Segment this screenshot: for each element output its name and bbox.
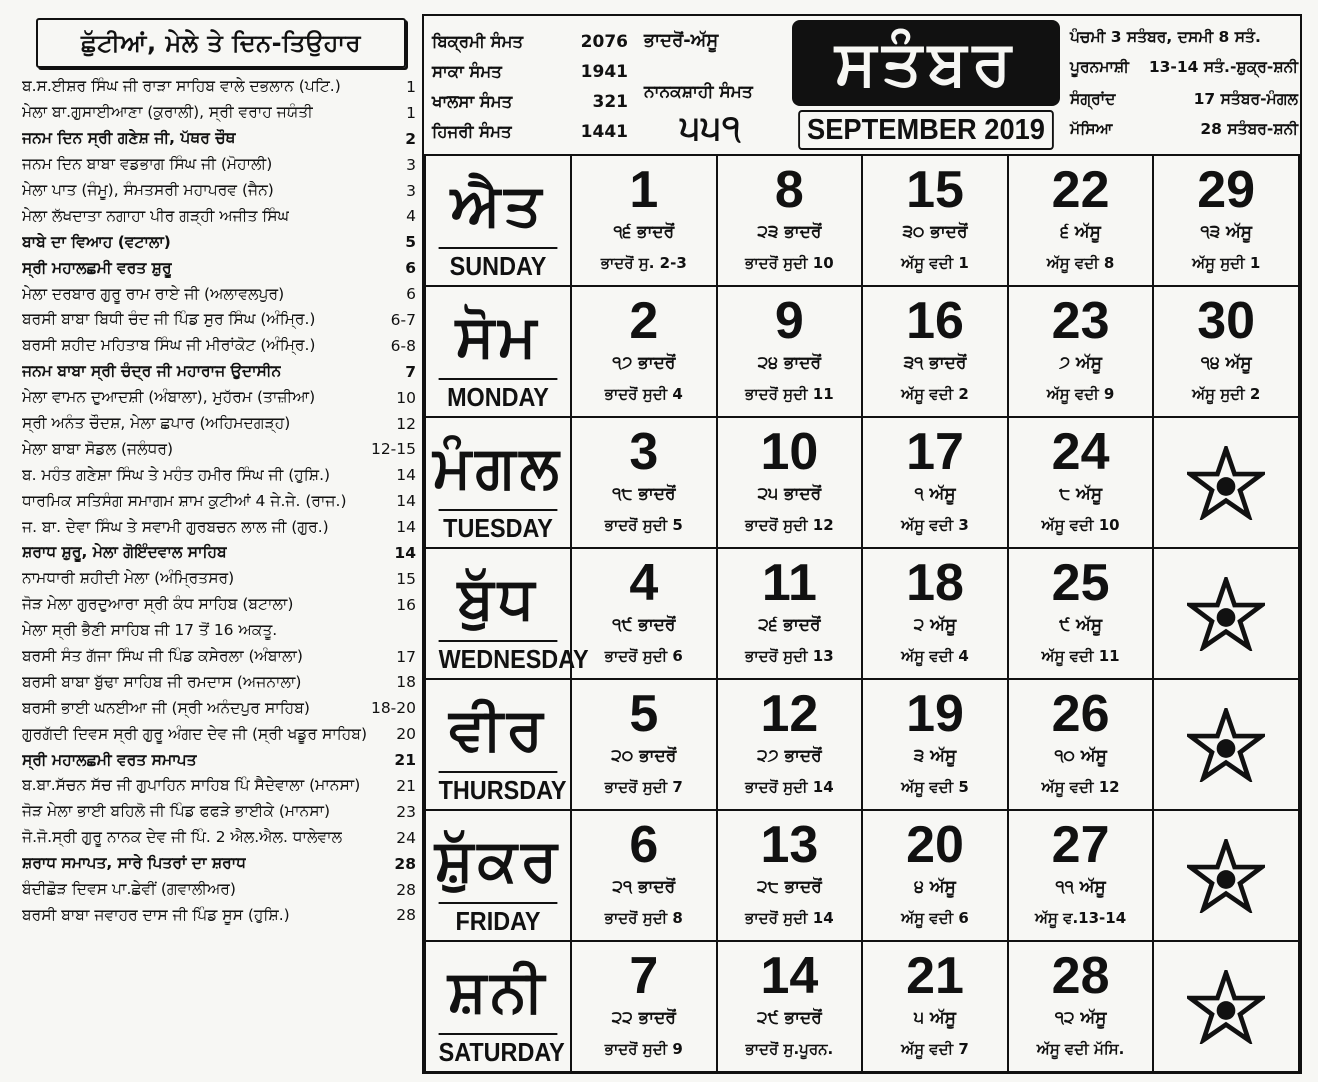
date-cell bbox=[862, 417, 1008, 548]
date-number: 9 bbox=[774, 292, 804, 350]
date-number: 16 bbox=[906, 292, 964, 350]
holiday-item bbox=[14, 488, 418, 514]
nanakshahi-date: ੧੧ ਅੱਸੂ bbox=[1055, 877, 1106, 897]
weekday-cell bbox=[425, 286, 571, 417]
date-cell bbox=[717, 679, 863, 810]
lunar-date: ਭਾਦਰੋਂ ਸੁਦੀ 8 bbox=[604, 909, 683, 927]
holiday-name: ਜੋੜ ਮੇਲਾ ਗੁਰਦੁਆਰਾ ਸ੍ਰੀ ਕੰਧ ਸਾਹਿਬ (ਬਟਾਲਾ) bbox=[22, 595, 294, 614]
week-row bbox=[425, 417, 1299, 548]
note-panchami bbox=[1070, 28, 1298, 47]
holiday-panel-title: ਛੁੱਟੀਆਂ, ਮੇਲੇ ਤੇ ਦਿਨ-ਤਿਉਹਾਰ bbox=[36, 18, 406, 68]
holiday-name: ਗੁਰਗੱਦੀ ਦਿਵਸ ਸ੍ਰੀ ਗੁਰੂ ਅੰਗਦ ਦੇਵ ਜੀ (ਸ੍ਰੀ ਖਡੂਰ ਸਾਹਿਬ) bbox=[22, 724, 368, 743]
holiday-item bbox=[14, 618, 418, 644]
holiday-name: ਬਾਬੇ ਦਾ ਵਿਆਹ (ਵਟਾਲਾ) bbox=[22, 232, 171, 251]
lunar-date: ਭਾਦਰੋਂ ਸੁਦੀ 13 bbox=[745, 647, 834, 665]
calendar-header bbox=[424, 16, 1300, 154]
holiday-item bbox=[14, 333, 418, 359]
date-number: 12 bbox=[760, 685, 819, 743]
holiday-name: ਜੋ.ਜੋ.ਸ੍ਰੀ ਗੁਰੂ ਨਾਨਕ ਦੇਵ ਜੀ ਪਿੰ. 2 ਐਲ.ਐਲ. ਧਾਲੇਵਾਲ bbox=[22, 828, 343, 847]
lunar-date: ਭਾਦਰੋਂ ਸੁਦੀ 14 bbox=[745, 909, 834, 927]
holiday-name: ਮੇਲਾ ਦਰਬਾਰ ਗੁਰੂ ਰਾਮ ਰਾਏ ਜੀ (ਅਲਾਵਲਪੁਰ) bbox=[22, 284, 285, 303]
date-number: 22 bbox=[1051, 161, 1110, 219]
nanakshahi-date: ੨੫ ਭਾਦਰੋਂ bbox=[757, 484, 822, 504]
holiday-name: ਬ. ਮਹੰਤ ਗਣੇਸ਼ਾ ਸਿੰਘ ਤੇ ਮਹੰਤ ਹਮੀਰ ਸਿੰਘ ਜੀ (ਹੁਸ਼ਿ.) bbox=[22, 465, 331, 484]
date-number: 3 bbox=[629, 423, 659, 481]
date-number: 13 bbox=[760, 816, 819, 874]
era-label: ਬਿਕ੍ਰਮੀ ਸੰਮਤ bbox=[432, 32, 524, 51]
holiday-date: 3 bbox=[406, 155, 416, 174]
nanakshahi-date: ੩੦ ਭਾਦਰੋਂ bbox=[902, 222, 968, 242]
holiday-date: 16 bbox=[396, 595, 416, 614]
holiday-name: ਮੇਲਾ ਲੱਖਦਾਤਾ ਨਗਾਹਾ ਪੀਰ ਗੜ੍ਹੀ ਅਜੀਤ ਸਿੰਘ bbox=[22, 206, 290, 225]
holiday-name: ਜੋੜ ਮੇਲਾ ਭਾਈ ਬਹਿਲੋ ਜੀ ਪਿੰਡ ਫਫੜੇ ਭਾਈਕੇ (ਮਾਨਸਾ) bbox=[22, 802, 331, 821]
holiday-date: 3 bbox=[406, 181, 416, 200]
nanakshahi-date: ੧੪ ਅੱਸੂ bbox=[1200, 353, 1252, 373]
date-number: 10 bbox=[760, 423, 819, 481]
holiday-item bbox=[14, 152, 418, 178]
calendar-table bbox=[424, 154, 1300, 1073]
lunar-date: ਭਾਦਰੋਂ ਸੁਦੀ 7 bbox=[604, 778, 683, 796]
holiday-item bbox=[14, 669, 418, 695]
lunar-date: ਅੱਸੂ ਸੁਦੀ 2 bbox=[1192, 385, 1261, 403]
date-cell bbox=[1008, 941, 1154, 1072]
weekday-english: WEDNESDAY bbox=[439, 640, 558, 676]
date-cell bbox=[571, 810, 717, 941]
empty-date-cell bbox=[1153, 548, 1299, 679]
nanakshahi-date: ੧੭ ਭਾਦਰੋਂ bbox=[612, 353, 676, 373]
nanakshahi-date: ੨੮ ਭਾਦਰੋਂ bbox=[756, 877, 822, 897]
holiday-date: 28 bbox=[394, 854, 416, 873]
week-row bbox=[425, 286, 1299, 417]
empty-date-cell bbox=[1153, 810, 1299, 941]
holiday-item bbox=[14, 747, 418, 773]
date-cell bbox=[571, 548, 717, 679]
lunar-date: ਅੱਸੂ ਵ.13-14 bbox=[1034, 909, 1127, 927]
holiday-item bbox=[14, 385, 418, 411]
date-number: 19 bbox=[906, 685, 964, 743]
date-number: 17 bbox=[906, 423, 964, 481]
note-value: 13-14 ਸਤੰ.-ਸ਼ੁਕ੍ਰ-ਸ਼ਨੀ bbox=[1148, 58, 1298, 76]
holiday-item bbox=[14, 903, 418, 929]
holiday-panel bbox=[14, 12, 418, 1074]
star-icon bbox=[1187, 446, 1265, 520]
weekday-punjabi: ਸ਼ਨੀ bbox=[447, 957, 549, 1025]
holiday-item bbox=[14, 126, 418, 152]
week-row bbox=[425, 548, 1299, 679]
lunar-date: ਅੱਸੂ ਵਦੀ 11 bbox=[1041, 647, 1120, 665]
lunar-date: ਅੱਸੂ ਵਦੀ ਮੱਸਿ. bbox=[1036, 1040, 1125, 1058]
holiday-name: ਮੇਲਾ ਬਾ.ਗੁਸਾਈਆਣਾ (ਕੁਰਾਲੀ), ਸ੍ਰੀ ਵਰਾਹ ਜਯੰਤੀ bbox=[22, 103, 313, 122]
weekday-english: FRIDAY bbox=[439, 902, 558, 938]
nanakshahi-value: ੫੫੧ bbox=[680, 108, 742, 148]
era-hijri bbox=[432, 122, 628, 142]
holiday-item bbox=[14, 514, 418, 540]
star-icon bbox=[1187, 708, 1265, 782]
holiday-item bbox=[14, 203, 418, 229]
holiday-date: 17 bbox=[396, 647, 416, 666]
holiday-item bbox=[14, 229, 418, 255]
note-value: 17 ਸਤੰਬਰ-ਮੰਗਲ bbox=[1193, 90, 1298, 108]
nanakshahi-date: ੧੮ ਭਾਦਰੋਂ bbox=[612, 484, 676, 504]
era-khalsa bbox=[432, 92, 628, 112]
date-number: 18 bbox=[906, 554, 964, 612]
note-sangrand bbox=[1070, 90, 1298, 109]
date-number: 4 bbox=[629, 554, 659, 612]
nanakshahi-date: ੨੪ ਭਾਦਰੋਂ bbox=[757, 353, 822, 373]
holiday-date: 6-7 bbox=[390, 310, 416, 329]
nanakshahi-date: ੨ ਅੱਸੂ bbox=[913, 615, 957, 635]
weekday-english: SUNDAY bbox=[439, 247, 558, 283]
nanakshahi-date: ੪ ਅੱਸੂ bbox=[914, 877, 956, 897]
date-cell bbox=[717, 286, 863, 417]
holiday-date: 15 bbox=[396, 569, 416, 588]
date-number: 26 bbox=[1051, 685, 1110, 743]
nanakshahi-date: ੨੦ ਭਾਦਰੋਂ bbox=[611, 746, 677, 766]
lunar-date: ਅੱਸੂ ਵਦੀ 6 bbox=[901, 909, 969, 927]
lunar-date: ਭਾਦਰੋਂ ਸੁਦੀ 12 bbox=[745, 516, 834, 534]
holiday-item bbox=[14, 74, 418, 100]
calendar bbox=[422, 14, 1302, 1074]
date-number: 11 bbox=[761, 554, 817, 612]
holiday-date: 7 bbox=[405, 362, 416, 381]
lunar-date: ਅੱਸੂ ਵਦੀ 4 bbox=[901, 647, 969, 665]
lunar-date: ਅੱਸੂ ਵਦੀ 5 bbox=[901, 778, 969, 796]
holiday-item bbox=[14, 877, 418, 903]
date-number: 28 bbox=[1051, 947, 1110, 1005]
date-cell bbox=[862, 679, 1008, 810]
holiday-name: ਬਰਸੀ ਬਾਬਾ ਜਵਾਹਰ ਦਾਸ ਜੀ ਪਿੰਡ ਸੂਸ (ਹੁਸ਼ਿ.) bbox=[22, 905, 290, 924]
nanakshahi-date: ੩ ਅੱਸੂ bbox=[913, 746, 957, 766]
era-value: 321 bbox=[592, 92, 628, 112]
holiday-name: ਮੇਲਾ ਪਾਤ (ਜੰਮੂ), ਸੰਮਤਸਰੀ ਮਹਾਪਰਵ (ਜੈਨ) bbox=[22, 181, 274, 199]
lunar-date: ਅੱਸੂ ਵਦੀ 12 bbox=[1041, 778, 1120, 796]
date-cell bbox=[862, 941, 1008, 1072]
holiday-item bbox=[14, 540, 418, 566]
lunar-date: ਭਾਦਰੋਂ ਸੁ.ਪੂਰਨ. bbox=[745, 1040, 834, 1058]
holiday-date: 6-8 bbox=[390, 336, 416, 355]
holiday-date: 1 bbox=[406, 103, 416, 122]
weekday-cell bbox=[425, 810, 571, 941]
weekday-cell bbox=[425, 417, 571, 548]
holiday-name: ਧਾਰਮਿਕ ਸਤਿਸੰਗ ਸਮਾਗਮ ਸ਼ਾਮ ਕੁਟੀਆਂ 4 ਜੇ.ਜੇ. (ਰਾਜ.) bbox=[22, 491, 347, 510]
holiday-date: 4 bbox=[406, 207, 416, 226]
weekday-cell bbox=[425, 679, 571, 810]
nanakshahi-date: ੧੬ ਭਾਦਰੋਂ bbox=[613, 222, 675, 242]
date-cell bbox=[1008, 810, 1154, 941]
star-icon bbox=[1187, 839, 1265, 913]
holiday-name: ਮੇਲਾ ਵਾਮਨ ਦੁਆਦਸ਼ੀ (ਅੰਬਾਲਾ), ਮੁਹੱਰਮ (ਤਾਜ਼ੀਆ) bbox=[22, 388, 316, 407]
holiday-item bbox=[14, 773, 418, 799]
lunar-date: ਭਾਦਰੋਂ ਸੁ. 2-3 bbox=[600, 254, 687, 272]
holiday-date: 2 bbox=[405, 129, 416, 148]
lunar-date: ਭਾਦਰੋਂ ਸੁਦੀ 6 bbox=[604, 647, 683, 665]
empty-date-cell bbox=[1153, 417, 1299, 548]
weekday-cell bbox=[425, 155, 571, 286]
nanakshahi-date: ੩੧ ਭਾਦਰੋਂ bbox=[903, 353, 967, 373]
holiday-name: ਬਰਸੀ ਬਾਬਾ ਬੁੱਢਾ ਸਾਹਿਬ ਜੀ ਰਮਦਾਸ (ਅਜਨਾਲਾ) bbox=[22, 672, 302, 691]
holiday-date: 21 bbox=[396, 776, 416, 795]
holiday-name: ਜਨਮ ਦਿਨ ਸ੍ਰੀ ਗਣੇਸ਼ ਜੀ, ਪੱਥਰ ਚੌਥ bbox=[22, 129, 236, 148]
holiday-name: ਬ.ਸ.ਈਸ਼ਰ ਸਿੰਘ ਜੀ ਰਾੜਾ ਸਾਹਿਬ ਵਾਲੇ ਦਭਲਾਨ (ਪਟਿ.) bbox=[22, 77, 341, 96]
date-number: 7 bbox=[629, 947, 659, 1005]
holiday-item bbox=[14, 644, 418, 670]
nanakshahi-date: ੨੨ ਭਾਦਰੋਂ bbox=[611, 1008, 676, 1028]
nanakshahi-date: ੨੩ ਭਾਦਰੋਂ bbox=[757, 222, 822, 242]
holiday-item bbox=[14, 592, 418, 618]
note-label: ਪੰਚਮੀ 3 ਸਤੰਬਰ, ਦਸਮੀ 8 ਸਤੰ. bbox=[1070, 28, 1261, 46]
date-number: 24 bbox=[1051, 423, 1110, 481]
holiday-date: 20 bbox=[396, 725, 416, 744]
date-cell bbox=[1008, 286, 1154, 417]
date-cell bbox=[862, 810, 1008, 941]
empty-date-cell bbox=[1153, 679, 1299, 810]
date-cell bbox=[717, 810, 863, 941]
holiday-list bbox=[14, 74, 418, 928]
holiday-name: ਬਰਸੀ ਬਾਬਾ ਬਿਧੀ ਚੰਦ ਜੀ ਪਿੰਡ ਸੁਰ ਸਿੰਘ (ਅੰਮ੍ਰਿ.) bbox=[22, 310, 316, 329]
holiday-name: ਬਰਸੀ ਭਾਈ ਘਨਈਆ ਜੀ (ਸ੍ਰੀ ਅਨੰਦਪੁਰ ਸਾਹਿਬ) bbox=[22, 698, 310, 717]
holiday-date: 14 bbox=[396, 466, 416, 485]
note-masia bbox=[1070, 120, 1298, 139]
lunar-date: ਅੱਸੂ ਵਦੀ 8 bbox=[1046, 254, 1115, 272]
lunar-date: ਭਾਦਰੋਂ ਸੁਦੀ 5 bbox=[604, 516, 683, 534]
date-cell bbox=[717, 548, 863, 679]
holiday-item bbox=[14, 178, 418, 204]
holiday-date: 6 bbox=[406, 285, 416, 304]
date-number: 30 bbox=[1197, 292, 1256, 350]
weekday-punjabi: ਮੰਗਲ bbox=[433, 433, 563, 501]
holiday-name: ਬ.ਬਾ.ਸੱਚਨ ਸੱਚ ਜੀ ਗੁਪਾਹਿਨ ਸਾਹਿਬ ਪਿੰ ਸੈਦੇਵਾਲਾ (ਮਾਨਸਾ) bbox=[22, 776, 361, 795]
holiday-date: 23 bbox=[396, 802, 416, 821]
date-cell bbox=[1008, 679, 1154, 810]
nanakshahi-date: ੧੯ ਭਾਦਰੋਂ bbox=[612, 615, 676, 635]
date-number: 15 bbox=[906, 161, 964, 219]
lunar-date: ਭਾਦਰੋਂ ਸੁਦੀ 10 bbox=[745, 254, 834, 272]
holiday-item bbox=[14, 100, 418, 126]
month-english: SEPTEMBER 2019 bbox=[798, 110, 1054, 150]
holiday-item bbox=[14, 411, 418, 437]
date-number: 5 bbox=[629, 685, 659, 743]
lunar-date: ਅੱਸੂ ਵਦੀ 7 bbox=[901, 1040, 969, 1058]
holiday-name: ਸ੍ਰੀ ਮਹਾਲਛਮੀ ਵਰਤ ਸ਼ੁਰੂ bbox=[22, 258, 172, 277]
date-cell bbox=[1153, 286, 1299, 417]
nanakshahi-date: ੨੬ ਭਾਦਰੋਂ bbox=[758, 615, 821, 635]
date-cell bbox=[1008, 155, 1154, 286]
holiday-date: 24 bbox=[396, 828, 416, 847]
note-value: 28 ਸਤੰਬਰ-ਸ਼ਨੀ bbox=[1200, 120, 1298, 138]
holiday-item bbox=[14, 721, 418, 747]
date-cell bbox=[1008, 548, 1154, 679]
nanakshahi-date: ੮ ਅੱਸੂ bbox=[1059, 484, 1103, 504]
holiday-item bbox=[14, 566, 418, 592]
weekday-punjabi: ਸ਼ੁੱਕਰ bbox=[434, 826, 562, 894]
holiday-item bbox=[14, 436, 418, 462]
punjabi-months: ਭਾਦਰੋਂ-ਅੱਸੂ bbox=[644, 30, 719, 51]
empty-date-cell bbox=[1153, 941, 1299, 1072]
era-value: 1941 bbox=[580, 62, 628, 82]
holiday-name: ਜਨਮ ਦਿਨ ਬਾਬਾ ਵਡਭਾਗ ਸਿੰਘ ਜੀ (ਮੋਹਾਲੀ) bbox=[22, 155, 273, 174]
weekday-english: THURSDAY bbox=[439, 771, 558, 807]
date-number: 20 bbox=[906, 816, 964, 874]
era-value: 1441 bbox=[580, 122, 628, 142]
date-cell bbox=[717, 155, 863, 286]
holiday-date: 5 bbox=[405, 233, 416, 252]
note-label: ਪੂਰਨਮਾਸ਼ੀ bbox=[1070, 58, 1129, 76]
date-cell bbox=[1008, 417, 1154, 548]
nanakshahi-date: ੯ ਅੱਸੂ bbox=[1059, 615, 1103, 635]
holiday-item bbox=[14, 695, 418, 721]
nanakshahi-date: ੬ ਅੱਸੂ bbox=[1060, 222, 1101, 242]
lunar-date: ਅੱਸੂ ਵਦੀ 10 bbox=[1041, 516, 1120, 534]
era-saka bbox=[432, 62, 628, 82]
nanakshahi-date: ੨੯ ਭਾਦਰੋਂ bbox=[757, 1008, 822, 1028]
holiday-item bbox=[14, 255, 418, 281]
week-row bbox=[425, 810, 1299, 941]
date-cell bbox=[862, 548, 1008, 679]
date-cell bbox=[862, 155, 1008, 286]
holiday-date: 21 bbox=[394, 751, 416, 770]
date-cell bbox=[717, 417, 863, 548]
weekday-english: TUESDAY bbox=[439, 509, 558, 545]
holiday-item bbox=[14, 359, 418, 385]
star-icon bbox=[1187, 970, 1265, 1044]
holiday-date: 14 bbox=[396, 518, 416, 537]
holiday-date: 12 bbox=[396, 414, 416, 433]
date-number: 2 bbox=[629, 292, 659, 350]
era-label: ਸਾਕਾ ਸੰਮਤ bbox=[432, 62, 502, 81]
holiday-name: ਸ੍ਰੀ ਮਹਾਲਛਮੀ ਵਰਤ ਸਮਾਪਤ bbox=[22, 750, 197, 769]
holiday-date: 14 bbox=[394, 543, 416, 562]
week-row bbox=[425, 155, 1299, 286]
holiday-name: ਮੇਲਾ ਸ੍ਰੀ ਭੈਣੀ ਸਾਹਿਬ ਜੀ 17 ਤੋਂ 16 ਅਕਤੂ. bbox=[22, 621, 278, 640]
holiday-name: ਬੰਦੀਛੋੜ ਦਿਵਸ ਪਾ.ਛੇਵੀਂ (ਗਵਾਲੀਅਰ) bbox=[22, 880, 236, 899]
holiday-item bbox=[14, 851, 418, 877]
holiday-date: 18 bbox=[396, 673, 416, 692]
week-row bbox=[425, 679, 1299, 810]
era-label: ਹਿਜਰੀ ਸੰਮਤ bbox=[432, 122, 512, 141]
nanakshahi-date: ੨੧ ਭਾਦਰੋਂ bbox=[612, 877, 676, 897]
holiday-name: ਸ਼ਰਾਧ ਸਮਾਪਤ, ਸਾਰੇ ਪਿਤਰਾਂ ਦਾ ਸ਼ਰਾਧ bbox=[22, 854, 246, 873]
era-bikrami bbox=[432, 32, 628, 52]
nanakshahi-date: ੫ ਅੱਸੂ bbox=[914, 1008, 956, 1028]
holiday-date: 10 bbox=[396, 388, 416, 407]
calendar-grid bbox=[424, 154, 1300, 1072]
weekday-english: MONDAY bbox=[439, 378, 558, 414]
weekday-english: SATURDAY bbox=[439, 1033, 558, 1069]
holiday-name: ਬਰਸੀ ਸੰਤ ਗੱਜਾ ਸਿੰਘ ਜੀ ਪਿੰਡ ਕਸੇਰਲਾ (ਅੰਬਾਲਾ) bbox=[22, 647, 303, 666]
date-number: 8 bbox=[774, 161, 804, 219]
nanakshahi-date: ੧੩ ਅੱਸੂ bbox=[1200, 222, 1253, 242]
holiday-date: 18-20 bbox=[370, 699, 416, 718]
week-row bbox=[425, 941, 1299, 1072]
note-label: ਸੰਗ੍ਰਾਂਦ bbox=[1070, 90, 1116, 108]
date-number: 25 bbox=[1051, 554, 1110, 612]
era-value: 2076 bbox=[580, 32, 628, 52]
nanakshahi-date: ੭ ਅੱਸੂ bbox=[1059, 353, 1102, 373]
date-cell bbox=[1153, 155, 1299, 286]
lunar-date: ਅੱਸੂ ਵਦੀ 2 bbox=[901, 385, 969, 403]
date-cell bbox=[862, 286, 1008, 417]
holiday-item bbox=[14, 799, 418, 825]
nanakshahi-label: ਨਾਨਕਸ਼ਾਹੀ ਸੰਮਤ bbox=[644, 82, 753, 102]
weekday-cell bbox=[425, 941, 571, 1072]
date-cell bbox=[571, 155, 717, 286]
lunar-date: ਅੱਸੂ ਸੁਦੀ 1 bbox=[1192, 254, 1261, 272]
holiday-name: ਮੇਲਾ ਬਾਬਾ ਸੋਡਲ (ਜਲੰਧਰ) bbox=[22, 439, 174, 458]
date-number: 21 bbox=[906, 947, 964, 1005]
date-number: 1 bbox=[629, 161, 659, 219]
holiday-name: ਸ਼ਰਾਧ ਸ਼ੁਰੂ, ਮੇਲਾ ਗੋਇੰਦਵਾਲ ਸਾਹਿਬ bbox=[22, 543, 227, 562]
date-number: 6 bbox=[629, 816, 659, 874]
holiday-date: 28 bbox=[396, 906, 416, 925]
holiday-item bbox=[14, 462, 418, 488]
holiday-name: ਸ੍ਰੀ ਅਨੰਤ ਚੌਦਸ਼, ਮੇਲਾ ਛਪਾਰ (ਅਹਿਮਦਗੜ੍ਹ) bbox=[22, 414, 291, 433]
date-cell bbox=[571, 941, 717, 1072]
nanakshahi-date: ੨੭ ਭਾਦਰੋਂ bbox=[757, 746, 822, 766]
weekday-punjabi: ਵੀਰ bbox=[449, 695, 547, 763]
note-label: ਮੱਸਿਆ bbox=[1070, 120, 1113, 138]
nanakshahi-date: ੧੦ ਅੱਸੂ bbox=[1054, 746, 1107, 766]
lunar-date: ਭਾਦਰੋਂ ਸੁਦੀ 9 bbox=[604, 1040, 683, 1058]
holiday-item bbox=[14, 825, 418, 851]
lunar-date: ਅੱਸੂ ਵਦੀ 9 bbox=[1046, 385, 1115, 403]
holiday-date: 28 bbox=[396, 880, 416, 899]
month-banner bbox=[792, 20, 1060, 106]
date-number: 27 bbox=[1051, 816, 1110, 874]
holiday-name: ਨਾਮਧਾਰੀ ਸ਼ਹੀਦੀ ਮੇਲਾ (ਅੰਮ੍ਰਿਤਸਰ) bbox=[22, 569, 235, 588]
weekday-punjabi: ਐਤ bbox=[450, 171, 546, 239]
lunar-date: ਅੱਸੂ ਵਦੀ 3 bbox=[901, 516, 969, 534]
lunar-date: ਅੱਸੂ ਵਦੀ 1 bbox=[901, 254, 969, 272]
weekday-punjabi: ਬੁੱਧ bbox=[457, 564, 539, 632]
holiday-name: ਬਰਸੀ ਸ਼ਹੀਦ ਮਹਿਤਾਬ ਸਿੰਘ ਜੀ ਮੀਰਾਂਕੋਟ (ਅੰਮ੍ਰਿ.) bbox=[22, 336, 316, 355]
note-purnamashi bbox=[1070, 58, 1298, 77]
holiday-item bbox=[14, 307, 418, 333]
holiday-date: 14 bbox=[396, 492, 416, 511]
star-icon bbox=[1187, 577, 1265, 651]
date-number: 23 bbox=[1051, 292, 1110, 350]
lunar-date: ਭਾਦਰੋਂ ਸੁਦੀ 11 bbox=[745, 385, 834, 403]
weekday-cell bbox=[425, 548, 589, 679]
date-cell bbox=[571, 286, 717, 417]
lunar-date: ਭਾਦਰੋਂ ਸੁਦੀ 4 bbox=[604, 385, 683, 403]
nanakshahi-date: ੧੨ ਅੱਸੂ bbox=[1054, 1008, 1107, 1028]
holiday-date: 12-15 bbox=[370, 440, 416, 459]
date-cell bbox=[571, 417, 717, 548]
date-number: 29 bbox=[1197, 161, 1256, 219]
weekday-punjabi: ਸੋਮ bbox=[455, 302, 541, 370]
holiday-name: ਜ. ਬਾ. ਦੇਵਾ ਸਿੰਘ ਤੇ ਸਵਾਮੀ ਗੁਰਬਚਨ ਲਾਲ ਜੀ (ਗੁਰ.) bbox=[22, 517, 329, 536]
era-label: ਖਾਲਸਾ ਸੰਮਤ bbox=[432, 92, 513, 111]
month-punjabi: ਸਤੰਬਰ bbox=[834, 26, 1018, 99]
nanakshahi-date: ੧ ਅੱਸੂ bbox=[914, 484, 956, 504]
holiday-date: 6 bbox=[405, 259, 416, 278]
holiday-item bbox=[14, 281, 418, 307]
date-cell bbox=[571, 679, 717, 810]
holiday-name: ਜਨਮ ਬਾਬਾ ਸ੍ਰੀ ਚੰਦ੍ਰ ਜੀ ਮਹਾਰਾਜ ਉਦਾਸੀਨ bbox=[22, 362, 282, 381]
date-cell bbox=[717, 941, 863, 1072]
holiday-date: 1 bbox=[406, 77, 416, 96]
lunar-date: ਭਾਦਰੋਂ ਸੁਦੀ 14 bbox=[745, 778, 834, 796]
date-number: 14 bbox=[760, 947, 819, 1005]
